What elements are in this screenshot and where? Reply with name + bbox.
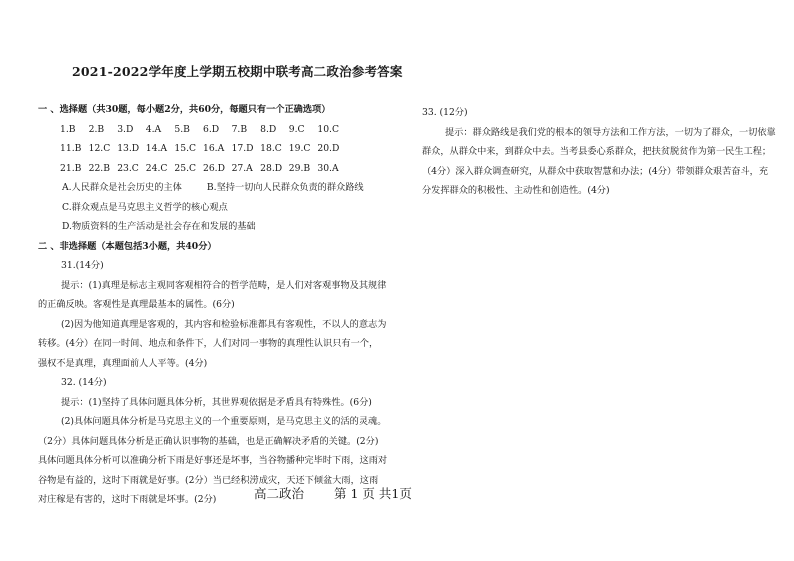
answer-item: 6.D bbox=[202, 123, 220, 135]
page-footer bbox=[254, 484, 412, 502]
answer-row bbox=[38, 159, 398, 179]
answer-item: 29.B bbox=[288, 162, 311, 174]
answer-item: 30.A bbox=[317, 162, 339, 174]
q32-number: 32. (14分) bbox=[61, 377, 107, 388]
answer-item: 8.D bbox=[260, 123, 277, 135]
section2-heading: 二 、非选择题（本题包括3小题，共40分） bbox=[38, 240, 217, 252]
answer-item: 5.B bbox=[174, 123, 190, 135]
left-column bbox=[38, 100, 398, 510]
q31-line: 提示：(1)真理是标志主观同客观相符合的哲学范畴，是人们对客观事物及其规律 bbox=[61, 279, 387, 291]
q33-line: 群众，从群众中来，到群众中去。当考县委心系群众，把扶贫脱贫作为第一民生工程； bbox=[422, 146, 772, 157]
option-b: B.坚持一切向人民群众负责的群众路线 bbox=[206, 182, 364, 193]
answer-item: 22.B bbox=[88, 162, 110, 174]
answer-item: 9.C bbox=[288, 123, 305, 135]
answer-item: 7.B bbox=[231, 123, 248, 135]
answer-item: 15.C bbox=[174, 143, 197, 154]
page-title: 2021-2022学年度上学期五校期中联考高二政治参考答案 bbox=[72, 64, 403, 79]
q33-number: 33. (12分) bbox=[422, 107, 468, 118]
q32-line: 提示：(1)坚持了具体问题具体分析，其世界观依据是矛盾具有特殊性。(6分) bbox=[61, 396, 372, 408]
answer-item: 17.D bbox=[231, 143, 254, 154]
answer-item: 25.C bbox=[174, 162, 197, 174]
option-c: C.群众观点是马克思主义哲学的核心观点 bbox=[62, 201, 228, 213]
q32-line: (2)具体问题具体分析是马克思主义的一个重要原则，是马克思主义的活的灵魂。 bbox=[61, 416, 387, 427]
q31-line: (2)因为他知道真理是客观的，其内容和检验标准都具有客观性，不以人的意志为 bbox=[61, 318, 387, 330]
q32-line: 谷物是有益的，这时下雨就是好事。(2分）当已经积涝成灾，天还下倾盆大雨，这雨 bbox=[38, 474, 379, 486]
answer-item: 24.C bbox=[145, 162, 168, 174]
footer-subject: 高二政治 bbox=[254, 486, 305, 501]
answer-item: 13.D bbox=[117, 143, 140, 154]
answer-item: 21.B bbox=[60, 162, 82, 174]
footer-page-number: 第 1 页 共1页 bbox=[334, 486, 412, 501]
option-d: D.物质资料的生产活动是社会存在和发展的基础 bbox=[62, 221, 256, 232]
option-a: A.人民群众是社会历史的主体 bbox=[62, 182, 182, 193]
option-line bbox=[38, 178, 398, 198]
q32-line: （2分）具体问题具体分析是正确认识事物的基础，也是正确解决矛盾的关键。(2分) bbox=[38, 435, 379, 447]
q31-number: 31.(14分) bbox=[61, 260, 104, 271]
q32-line: 具体问题具体分析可以准确分析下雨是好事还是坏事，当谷物播种完毕时下雨，这雨对 bbox=[38, 455, 388, 466]
answer-item: 12.C bbox=[88, 143, 111, 154]
answer-item: 20.D bbox=[317, 143, 340, 154]
answer-item: 18.C bbox=[260, 143, 282, 154]
answer-item: 2.B bbox=[88, 123, 105, 135]
q31-line: 的正确反映。客观性是真理最基本的属性。(6分) bbox=[38, 299, 235, 310]
q31-line: 转移。(4分）在同一时间、地点和条件下，人们对同一事物的真理性认识只有一个， bbox=[38, 338, 379, 349]
answer-item: 19.C bbox=[288, 143, 311, 154]
answer-item: 1.B bbox=[60, 123, 76, 135]
q33-line: （4分）深入群众调查研究，从群众中获取智慧和办法；(4分）带领群众艰苦奋斗，充 bbox=[422, 165, 769, 177]
q33-line: 分发挥群众的积极性、主动性和创造性。(4分) bbox=[422, 185, 610, 196]
answer-row bbox=[38, 120, 398, 140]
answer-item: 23.C bbox=[117, 162, 139, 174]
answer-item: 14.A bbox=[145, 143, 168, 154]
answer-item: 26.D bbox=[202, 162, 225, 174]
section1-heading: 一 、选择题（共30题，每小题2分，共60分，每题只有一个正确选项） bbox=[38, 104, 331, 115]
answer-row bbox=[38, 139, 398, 159]
q31-line: 强权不是真理，真理面前人人平等。(4分) bbox=[38, 357, 208, 369]
answer-item: 27.A bbox=[231, 162, 253, 174]
q32-line: 对庄稼是有害的，这时下雨就是坏事。(2分) bbox=[38, 494, 217, 505]
q33-line: 提示：群众路线是我们党的根本的领导方法和工作方法，一切为了群众，一切依靠 bbox=[445, 126, 776, 138]
answer-item: 4.A bbox=[145, 123, 162, 135]
answer-item: 3.D bbox=[117, 123, 134, 135]
answer-item: 11.B bbox=[60, 143, 82, 154]
answer-item: 16.A bbox=[202, 143, 225, 154]
answer-item: 10.C bbox=[317, 123, 339, 135]
answer-item: 28.D bbox=[260, 162, 283, 174]
right-column bbox=[422, 103, 776, 201]
